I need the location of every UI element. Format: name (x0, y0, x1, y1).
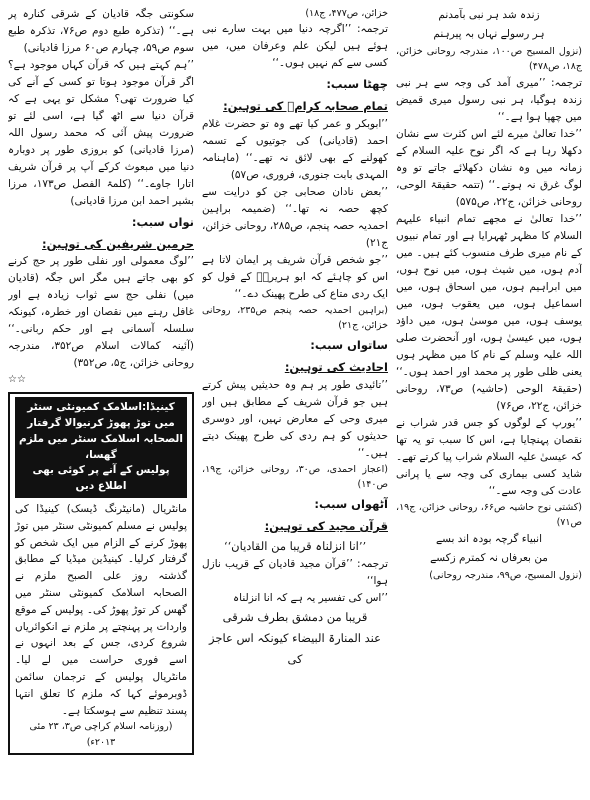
persian-couplet: انبیاء گرچہ بودہ اند بسے من بعرفاں نہ کمترم زکسے (430, 533, 548, 565)
section-heading: آٹھواں سبب: (314, 497, 388, 512)
section-heading: قرآن مجید کی توہین: (264, 519, 388, 533)
reference-citation: خزائن، ص۴۷۷، ج۱۸) (305, 8, 388, 19)
section-heading: نواں سبب: (131, 215, 194, 229)
reference-citation: (اعجاز احمدی، ص۳۰، روحانی خزائن، ج۱۹، ص۱۴۰) (202, 463, 388, 490)
paragraph: ’’ابوبکر و عمر کیا تھے وہ تو حضرت غلام احمد (قادیانی) کی جوتیوں کے تسمہ کھولنے کے بھی لائق نہ تھے۔‘‘ (ماہنامہ المہدی بابت جنوری، فروری، ص۵۷) (202, 117, 388, 181)
arabic-quote: ’’انا انزلناہ قریبا من القادیان‘‘ (223, 538, 367, 553)
paragraph: ’’اس کی تفسیر یہ ہے کہ انا انزلناہ (232, 592, 388, 605)
arabic-quote: قریبا من دمشق بطرف شرقی عند المنارۃ البیضاء کیونکہ اس عاجز کی (208, 610, 381, 666)
section-heading: حرمین شریفین کی توہین: (42, 236, 194, 251)
paragraph: ’’جو شخص قرآن شریف پر ایمان لاتا ہے اس کو چاہئے کہ ابو ہریرہؓ کے قول کو ایک ردی متاع کی طرح پھینک دے۔‘‘ (202, 253, 388, 300)
reference-citation: (براہین احمدیہ حصہ پنجم ص۲۳۵، روحانی خزائن، ج۲۱) (202, 304, 388, 331)
paragraph: ’’تائیدی طور پر ہم وہ حدیثیں پیش کرتے ہیں جو قرآن شریف کے مطابق ہیں اور میری وحی کے معارض نہیں، اور دوسری حدیثوں کو ہم ردی کی طرح پھینک دیتے ہیں۔‘‘ (202, 378, 388, 459)
paragraph: ترجمہ: ’’اگرچہ دنیا میں بہت سارے نبی ہوئے ہیں لیکن علم وعرفان میں، میں کسی سے کم نہیں ہوں۔‘‘ (202, 23, 388, 70)
section-heading: احادیث کی توہین: (284, 360, 388, 374)
news-clipping-box (8, 392, 194, 755)
paragraph: ترجمہ: ’’قرآن مجید قادیان کے قریب نازل ہوا‘‘ (202, 558, 388, 588)
paragraph: ’’خدا تعالیٰ نے مجھے تمام انبیاء علیہم السلام کا مظہر ٹھہرایا ہے اور تمام نبیوں کے نام میری طرف منسوب کئے ہیں۔ میں آدم ہوں، میں شیث ہوں، میں نوح ہوں، میں ابراہیم ہوں، میں اسحاق ہوں، میں اسماعیل ہوں، میں یعقوب ہوں، میں یوسف ہوں، میں موسیٰ ہوں، میں داؤد ہوں، میں عیسیٰ ہوں، اور آنحضرت صلی اللہ علیہ وسلم کے نام کا میں مظہر ہوں یعنی ظلی طور پر محمد اور احمد ہوں۔‘‘ (حقیقۃ الوحی (حاشیہ) ص۷۳، روحانی خزائن، ج۲۲، ص۷۶) (396, 212, 582, 412)
section-heading: تمام صحابہ کرامؓ کی توہین: (223, 99, 388, 113)
paragraph: سکونتی جگہ قادیان کے شرقی کنارہ پر ہے۔‘‘ (تذکرہ طبع دوم ص۷۶، تذکرہ طبع سوم ص۵۹، چہارم ص۶۰ مرزا قادیانی) (8, 8, 194, 54)
section-heading: چھٹا سبب: (326, 77, 388, 92)
reference-citation: (نزول المسیح ص۱۰۰، مندرجہ روحانی خزائن، ج۱۸، ص۴۷۸) (396, 45, 582, 73)
left-column (8, 6, 194, 796)
news-source: (روزنامہ اسلام کراچی ص۳، ۲۳ مئی ۲۰۱۳ء) (29, 721, 173, 748)
section-heading: ساتواں سبب: (310, 338, 388, 353)
reference-citation: (نزول المسیح، ص۹۹، مندرجہ روحانی) (429, 570, 582, 582)
paragraph: ’’لوگ معمولی اور نفلی طور پر حج کرنے کو بھی جاتے ہیں مگر اس جگہ (قادیان میں) نفلی حج سے ثواب زیادہ ہے اور غافل رہنے میں نقصان اور خطرہ، کیونکہ سلسلہ آسمانی ہے اور حکم ربانی۔‘‘ (آئینہ کمالات اسلام ص۳۵۲، مندرجہ روحانی خزائن، ج۵، ص۳۵۲) (8, 255, 194, 370)
paragraph: ’’ہم کہتے ہیں کہ قرآن کہاں موجود ہے؟ اگر قرآن موجود ہوتا تو کسی کے آنے کی کیا ضرورت تھی؟ مشکل تو یہی ہے کہ قرآن دنیا سے اٹھ گیا ہے، اسی لئے تو ضرورت پیش آئی کہ محمد رسول اللہ (مرزا قادیانی) کو بروزی طور پر دوبارہ دنیا میں مبعوث کرکے آپ پر قرآن شریف اتارا جاوے۔‘‘ (کلمۃ الفصل ص۱۷۳، مرزا بشیر احمد ابن مرزا قادیانی) (8, 59, 194, 207)
paragraph: ’’یورپ کے لوگوں کو جس قدر شراب نے نقصان پہنچایا ہے، اس کا سبب تو یہ تھا کہ عیسیٰ علیہ السلام شراب پیا کرتے تھے۔ شاید کسی بیماری کی وجہ سے یا پرانی عادت کی وجہ سے۔‘‘ (396, 416, 582, 497)
news-body: مانٹریال (مانیٹرنگ ڈیسک) کینیڈا کی پولیس نے مسلم کمیونٹی سنٹر میں توڑ پھوڑ کرنے کے الزام میں ایک شخص کو گرفتار کرلیا۔ کینیڈین میڈیا کے مطابق گذشتہ روز علی الصبح ملزم نے الصحابہ اسلامک کمیونٹی سنٹر میں گھس کر توڑ پھوڑ کی۔ پولیس کے موقع واردات پر پہنچتے پر ملزم نے انکوائریاں شروع کردی، جس کے بعد انہوں نے اسے فوری حراست میں لے لیا۔ مانٹریال پولیس کے ترجمان سائمن ڈوبرموئے کہا کہ ملزم کا تعلق انتہا پسند تنظیم سے ہوسکتا ہے۔ (15, 502, 187, 717)
star-separator: ☆☆ (8, 374, 26, 386)
paragraph: ترجمہ: ’’میری آمد کی وجہ سے ہر نبی زندہ ہوگیا، ہر نبی رسول میری قمیض میں چھپا ہوا ہے۔‘‘ (396, 76, 582, 123)
persian-couplet: زندہ شد ہر نبی بآمدنم ہر رسولے نہاں بہ پیرہنم (433, 9, 545, 40)
news-headline: کینیڈا:اسلامک کمیونٹی سنٹر میں توڑ پھوڑ کرنیوالا گرفتار الصحابہ اسلامک سنٹر میں ملزم گھسا، پولیس کے آنے پر کوئی بھی اطلاع دیں (15, 397, 187, 498)
paragraph: ’’خدا تعالیٰ میرے لئے اس کثرت سے نشان دکھلا رہا ہے کہ اگر نوح علیہ السلام کے زمانہ میں وہ نشان دکھلائے جاتے تو وہ لوگ غرق نہ ہوتے۔‘‘ (تتمہ حقیقۃ الوحی، روحانی خزائن، ج۲۲، ص۵۷۵) (396, 127, 582, 208)
paragraph: ’’بعض نادان صحابی جن کو درایت سے کچھ حصہ نہ تھا۔‘‘ (ضمیمہ براہین احمدیہ حصہ پنجم، ص۲۸۵، روحانی خزائن، ج۲۱) (202, 185, 388, 249)
reference-citation: (کشتی نوح حاشیہ ص۶۶، روحانی خزائن، ج۱۹، ص۷۱) (396, 501, 582, 528)
right-column (396, 6, 582, 796)
middle-column (202, 6, 388, 796)
